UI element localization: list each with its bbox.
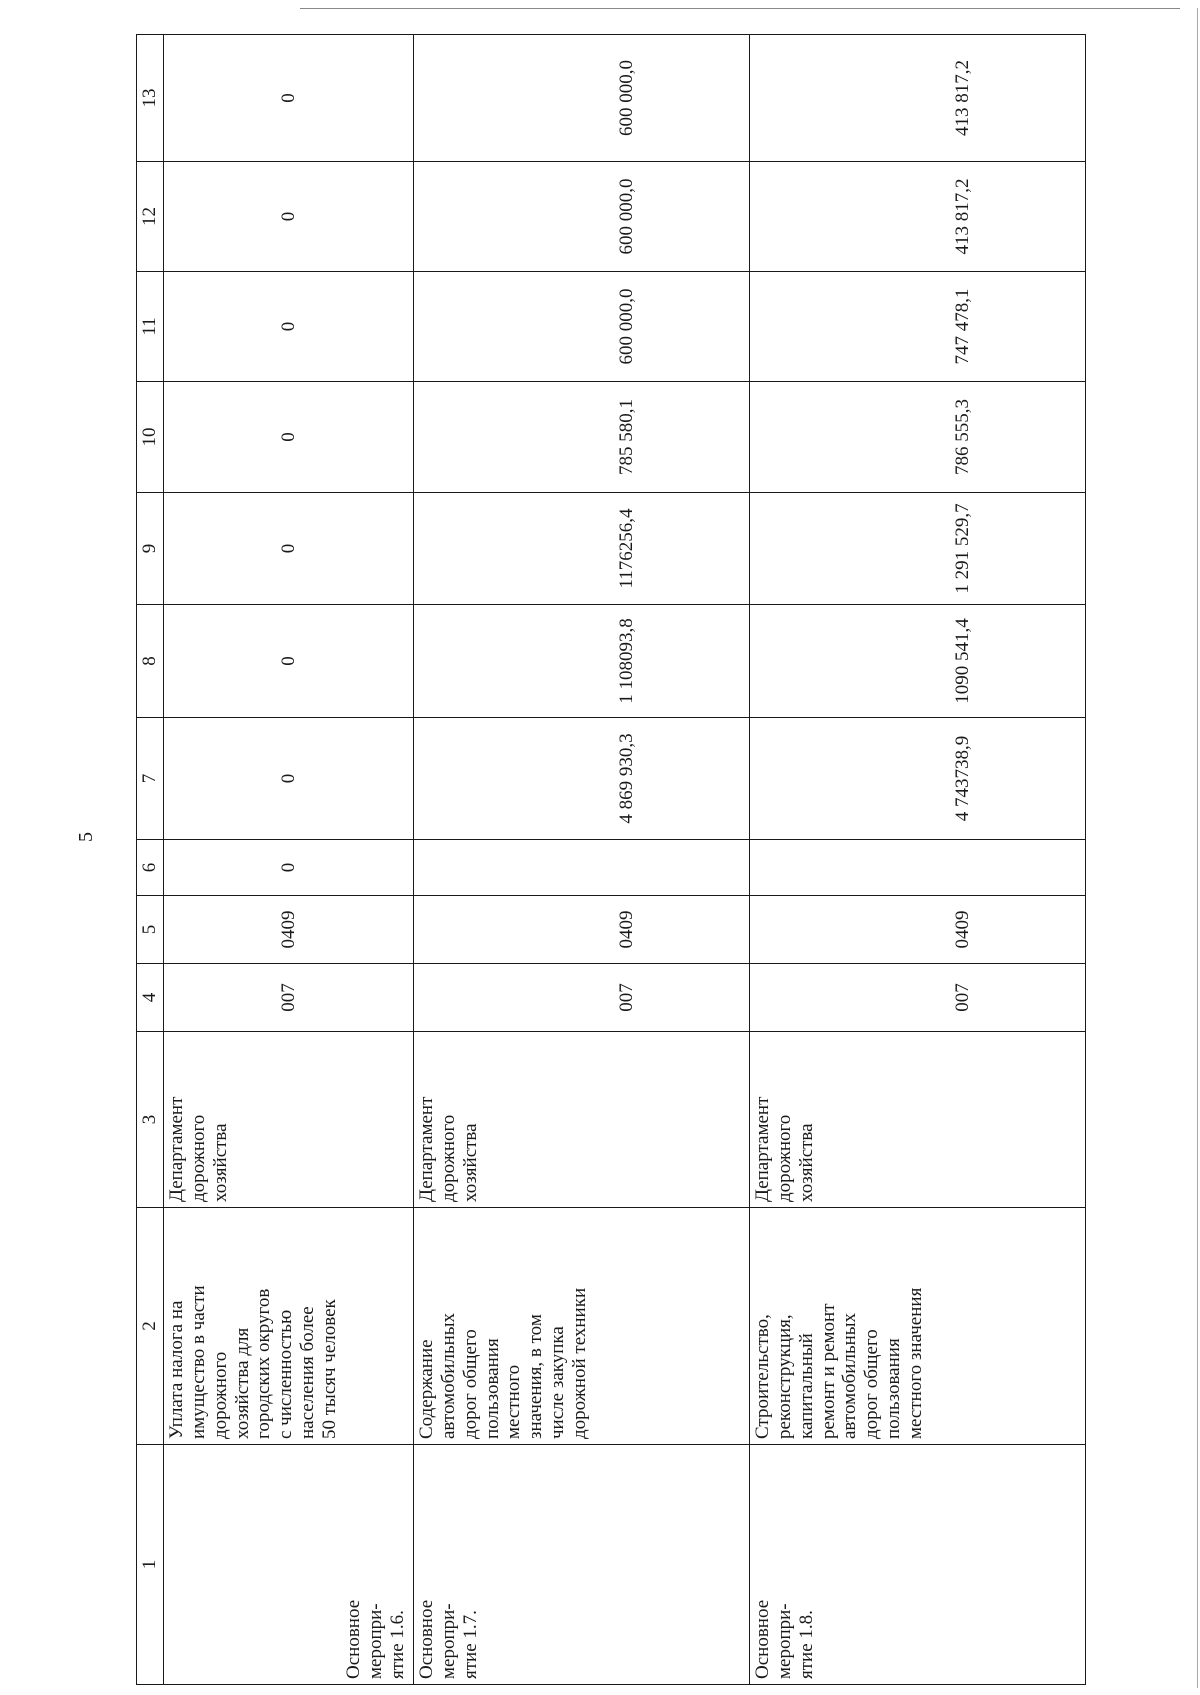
executor-cell — [164, 1032, 414, 1208]
table-row — [750, 35, 1086, 1685]
col-number-12: 12 — [137, 162, 164, 272]
value-cell-10: 0 — [164, 382, 414, 493]
value-cell-6: 0 — [164, 840, 414, 896]
col-number-9: 9 — [137, 493, 164, 605]
description-cell — [414, 1208, 750, 1445]
scan-top-edge — [300, 8, 1180, 9]
event-cell — [750, 1445, 1086, 1685]
table-row — [164, 35, 414, 1685]
value-cell-13: 0 — [164, 35, 414, 162]
value-cell-11: 600 000,0 — [414, 272, 750, 382]
rzpr-code-cell: 0409 — [414, 896, 750, 964]
col-number-1: 1 — [137, 1445, 164, 1685]
table-row — [414, 35, 750, 1685]
value-cell-11: 747 478,1 — [750, 272, 1086, 382]
event-name: Основное меропри- ятие 1.6. — [343, 1599, 409, 1679]
value-cell-13: 600 000,0 — [414, 35, 750, 162]
description-cell — [164, 1208, 414, 1445]
event-cell — [164, 1445, 414, 1685]
grbs-code-cell: 007 — [164, 964, 414, 1032]
event-name: Основное меропри- ятие 1.7. — [416, 1599, 481, 1679]
value-cell-6 — [750, 840, 1086, 896]
budget-table — [136, 34, 1086, 1685]
event-description: Уплата налога на имущество в части дорожного хозяйства для городских округов с численностью населения более 50 тысяч человек — [166, 1285, 340, 1439]
budget-table-container — [136, 35, 973, 1685]
value-cell-7: 0 — [164, 718, 414, 840]
event-description: Строительство, реконструкция, капитальный ремонт и ремонт автомобильных дорог общего пользования местного значения — [752, 1287, 926, 1439]
event-description: Содержание автомобильных дорог общего пользования местного значения, в том числе закупка дорожной техники — [416, 1287, 590, 1439]
col-number-2: 2 — [137, 1208, 164, 1445]
rotated-table-wrapper — [136, 35, 973, 1685]
col-number-6: 6 — [137, 840, 164, 896]
executor-cell — [750, 1032, 1086, 1208]
value-cell-8: 1 108093,8 — [414, 605, 750, 718]
value-cell-12: 413 817,2 — [750, 162, 1086, 272]
value-cell-7: 4 869 930,3 — [414, 718, 750, 840]
value-cell-9: 1176256,4 — [414, 493, 750, 605]
col-number-8: 8 — [137, 605, 164, 718]
event-cell — [414, 1445, 750, 1685]
value-cell-12: 600 000,0 — [414, 162, 750, 272]
col-number-7: 7 — [137, 718, 164, 840]
value-cell-10: 786 555,3 — [750, 382, 1086, 493]
event-name: Основное меропри- ятие 1.8. — [752, 1599, 817, 1679]
value-cell-9: 0 — [164, 493, 414, 605]
col-number-3: 3 — [137, 1032, 164, 1208]
value-cell-11: 0 — [164, 272, 414, 382]
executor-cell — [414, 1032, 750, 1208]
executor-name: Департамент дорожного хозяйства — [752, 1096, 817, 1202]
col-number-11: 11 — [137, 272, 164, 382]
col-number-5: 5 — [137, 896, 164, 964]
value-cell-9: 1 291 529,7 — [750, 493, 1086, 605]
rzpr-code-cell: 0409 — [750, 896, 1086, 964]
col-number-13: 13 — [137, 35, 164, 162]
col-number-4: 4 — [137, 964, 164, 1032]
value-cell-10: 785 580,1 — [414, 382, 750, 493]
value-cell-13: 413 817,2 — [750, 35, 1086, 162]
column-number-row — [137, 35, 164, 1685]
scan-right-edge — [1197, 8, 1198, 1688]
rzpr-code-cell: 0409 — [164, 896, 414, 964]
grbs-code-cell: 007 — [414, 964, 750, 1032]
value-cell-7: 4 743738,9 — [750, 718, 1086, 840]
value-cell-12: 0 — [164, 162, 414, 272]
value-cell-6 — [414, 840, 750, 896]
value-cell-8: 1090 541,4 — [750, 605, 1086, 718]
value-cell-8: 0 — [164, 605, 414, 718]
executor-name: Департамент дорожного хозяйства — [166, 1096, 231, 1202]
col-number-10: 10 — [137, 382, 164, 493]
grbs-code-cell: 007 — [750, 964, 1086, 1032]
page-number: 5 — [75, 832, 97, 842]
description-cell — [750, 1208, 1086, 1445]
executor-name: Департамент дорожного хозяйства — [416, 1096, 481, 1202]
